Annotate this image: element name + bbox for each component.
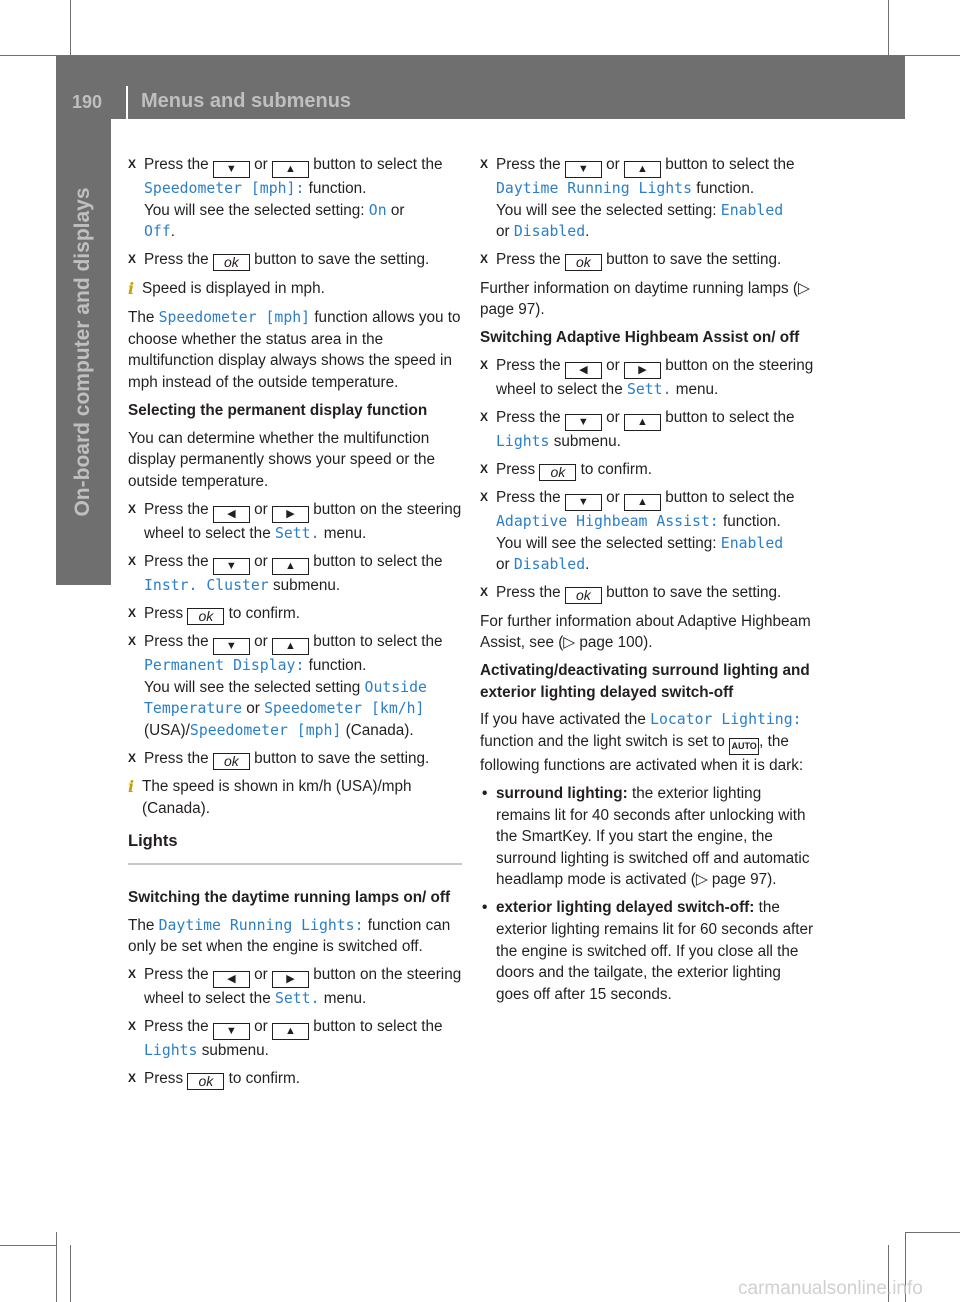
left-key-icon: ◀ bbox=[565, 362, 602, 379]
text: Press the bbox=[144, 156, 209, 173]
text: Press bbox=[144, 604, 184, 622]
text: function can only be set when the engine is switched off. bbox=[128, 916, 451, 956]
crop-mark bbox=[70, 0, 71, 56]
step bbox=[480, 487, 816, 576]
text: surround lighting: bbox=[496, 785, 628, 802]
crop-mark bbox=[0, 1245, 56, 1246]
ok-key-icon: ok bbox=[187, 1073, 224, 1090]
page-number: 190 bbox=[72, 92, 103, 112]
text: function and the light switch is set to bbox=[480, 733, 725, 751]
display-text: Adaptive Highbeam Assist: bbox=[496, 513, 719, 531]
step bbox=[480, 249, 816, 271]
step bbox=[128, 499, 462, 545]
text: or bbox=[606, 356, 620, 374]
text: menu. bbox=[675, 380, 719, 398]
text: button to select the bbox=[665, 489, 795, 507]
step bbox=[128, 1068, 462, 1090]
text: button to save the setting. bbox=[254, 251, 430, 269]
paragraph bbox=[128, 307, 462, 393]
step bbox=[480, 582, 816, 604]
subheading: Activating/deactivating surround lighting and exterior lighting delayed switch-off bbox=[480, 662, 810, 701]
bullet-icon: • bbox=[482, 785, 488, 802]
step-arrow-icon: X bbox=[128, 605, 137, 620]
text: or bbox=[390, 201, 405, 219]
up-key-icon: ▲ bbox=[624, 494, 661, 511]
text: The bbox=[128, 309, 155, 327]
text: . bbox=[585, 223, 590, 241]
step-arrow-icon: X bbox=[128, 634, 137, 649]
text: or bbox=[606, 156, 620, 173]
left-key-icon: ◀ bbox=[213, 506, 250, 523]
step-arrow-icon: X bbox=[128, 252, 137, 267]
step bbox=[128, 964, 462, 1010]
ok-key-icon: ok bbox=[539, 464, 576, 481]
step-arrow-icon: X bbox=[480, 252, 489, 267]
text: You will see the selected setting bbox=[144, 678, 361, 696]
text: Press the bbox=[144, 633, 209, 651]
auto-switch-icon: AUTO bbox=[729, 738, 759, 755]
text: menu. bbox=[323, 990, 367, 1008]
text: or bbox=[254, 633, 268, 651]
text: or bbox=[246, 700, 260, 718]
text: button to select the bbox=[665, 156, 795, 173]
display-text: Lights bbox=[496, 432, 550, 450]
text: Press the bbox=[144, 552, 209, 570]
down-key-icon: ▼ bbox=[565, 494, 602, 511]
text: submenu. bbox=[272, 576, 341, 594]
down-key-icon: ▼ bbox=[565, 414, 602, 431]
step-arrow-icon: X bbox=[128, 1019, 137, 1034]
text: submenu. bbox=[201, 1042, 269, 1060]
text: or bbox=[254, 156, 268, 173]
text: You will see the selected setting: bbox=[144, 201, 365, 219]
watermark: carmanualsonline.info bbox=[738, 1278, 923, 1299]
text: You will see the selected setting: bbox=[496, 534, 717, 552]
text: Speed is displayed in mph. bbox=[142, 279, 325, 297]
paragraph: For further information about Adaptive Highbeam Assist, see (▷ page 100). bbox=[480, 612, 811, 652]
display-text: Speedometer [mph]: bbox=[144, 180, 305, 197]
left-column bbox=[128, 154, 462, 1097]
info-icon: i bbox=[128, 777, 135, 797]
display-text: Enabled bbox=[720, 201, 784, 219]
text: button to select the bbox=[313, 1018, 443, 1036]
text: Press the bbox=[144, 749, 209, 767]
text: If you have activated the bbox=[480, 711, 646, 729]
crop-mark bbox=[905, 1232, 960, 1233]
crop-mark bbox=[0, 55, 56, 56]
display-text: Daytime Running Lights bbox=[496, 180, 692, 197]
step bbox=[480, 459, 816, 481]
bullet-item bbox=[480, 783, 816, 891]
step bbox=[128, 748, 462, 770]
paragraph: Further information on daytime running lamps (▷ page 97). bbox=[480, 279, 810, 319]
crop-mark bbox=[905, 55, 960, 56]
text: function. bbox=[722, 513, 781, 531]
subheading: Switching the daytime running lamps on/ off bbox=[128, 888, 451, 906]
down-key-icon: ▼ bbox=[213, 161, 250, 178]
text: button to select the bbox=[313, 633, 443, 651]
step bbox=[480, 407, 816, 453]
display-text: Speedometer [mph] bbox=[158, 309, 311, 327]
info-icon: i bbox=[128, 278, 135, 298]
text: the exterior lighting remains lit for 40 seconds after unlocking with the SmartKey. If you start the engine, the surround lighting is switched off and automatic headlamp mode is activated (▷ page 97). bbox=[496, 785, 810, 889]
text: The bbox=[128, 916, 155, 934]
down-key-icon: ▼ bbox=[213, 558, 250, 575]
up-key-icon: ▲ bbox=[272, 558, 309, 575]
text: exterior lighting delayed switch-off: bbox=[496, 899, 755, 917]
down-key-icon: ▼ bbox=[213, 638, 250, 655]
up-key-icon: ▲ bbox=[272, 1023, 309, 1040]
display-text: Disabled bbox=[513, 223, 586, 241]
step-arrow-icon: X bbox=[480, 461, 489, 476]
step bbox=[480, 355, 816, 401]
text: or bbox=[606, 408, 620, 426]
step bbox=[480, 154, 816, 243]
text: to confirm. bbox=[228, 604, 301, 622]
up-key-icon: ▲ bbox=[624, 161, 661, 178]
paragraph bbox=[128, 915, 462, 958]
step-arrow-icon: X bbox=[128, 967, 137, 982]
text: (Canada). bbox=[345, 721, 414, 739]
text: function allows you to choose whether the status area in the multifunction display always shows the speed in mph instead of the outside temperature. bbox=[128, 309, 461, 391]
text: or bbox=[606, 489, 620, 507]
display-text: Off bbox=[144, 223, 171, 241]
text: to confirm. bbox=[580, 460, 653, 478]
text: button to save the setting. bbox=[254, 749, 430, 767]
display-text: Sett. bbox=[274, 524, 320, 542]
step-arrow-icon: X bbox=[480, 157, 489, 171]
text: or bbox=[254, 552, 268, 570]
text: or bbox=[496, 223, 510, 241]
text: Press the bbox=[144, 1018, 209, 1036]
text: Press bbox=[144, 1070, 184, 1088]
text: You will see the selected setting: bbox=[496, 201, 717, 219]
text: button to select the bbox=[313, 552, 443, 570]
text: . bbox=[585, 556, 590, 574]
bullet-item bbox=[480, 897, 816, 1005]
subheading: Switching Adaptive Highbeam Assist on/ off bbox=[480, 329, 800, 347]
section-heading: Lights bbox=[128, 831, 462, 865]
text: button on the steering wheel to select the bbox=[144, 966, 462, 1008]
step bbox=[128, 249, 462, 271]
text: or bbox=[254, 1018, 268, 1036]
text: Press bbox=[496, 460, 536, 478]
text: Press the bbox=[144, 500, 209, 518]
text: button to save the setting. bbox=[606, 251, 782, 269]
text: Press the bbox=[496, 356, 561, 374]
text: button to select the bbox=[313, 156, 443, 173]
ok-key-icon: ok bbox=[213, 753, 250, 770]
paragraph bbox=[480, 709, 816, 776]
step-arrow-icon: X bbox=[128, 501, 137, 516]
text: Press the bbox=[496, 489, 561, 507]
display-text: Speedometer [mph] bbox=[189, 721, 342, 739]
text: menu. bbox=[323, 524, 367, 542]
step bbox=[128, 603, 462, 625]
up-key-icon: ▲ bbox=[272, 638, 309, 655]
step bbox=[128, 551, 462, 597]
step bbox=[128, 154, 462, 243]
display-text: Disabled bbox=[513, 556, 586, 574]
display-text: Outside Temperature bbox=[144, 678, 427, 718]
display-text: Daytime Running Lights: bbox=[158, 916, 364, 934]
step-arrow-icon: X bbox=[480, 409, 489, 424]
chapter-title: On-board computer and displays bbox=[71, 187, 94, 517]
text: Press the bbox=[144, 251, 209, 269]
text: the exterior lighting remains lit for 60 seconds after the engine is switched off. If you close all the doors and the tailgate, the exterior lighting goes off after 15 seconds. bbox=[496, 899, 814, 1003]
text: to confirm. bbox=[228, 1070, 301, 1088]
down-key-icon: ▼ bbox=[565, 161, 602, 178]
paragraph: You can determine whether the multifunction display permanently shows your speed or the outside temperature. bbox=[128, 429, 435, 490]
section-title: Menus and submenus bbox=[141, 90, 352, 112]
text: The speed is shown in km/h (USA)/mph (Canada). bbox=[142, 778, 412, 817]
text: . bbox=[170, 223, 175, 241]
display-text: Locator Lighting: bbox=[650, 711, 802, 729]
ok-key-icon: ok bbox=[187, 608, 224, 625]
right-key-icon: ▶ bbox=[624, 362, 661, 379]
step-arrow-icon: X bbox=[480, 490, 489, 505]
ok-key-icon: ok bbox=[213, 254, 250, 271]
bullet-icon: • bbox=[482, 899, 488, 917]
down-key-icon: ▼ bbox=[213, 1023, 250, 1040]
subheading: Selecting the permanent display function bbox=[128, 401, 428, 419]
up-key-icon: ▲ bbox=[272, 161, 309, 178]
left-key-icon: ◀ bbox=[213, 971, 250, 988]
right-column bbox=[480, 154, 816, 1012]
text: or bbox=[254, 966, 268, 984]
text: button to save the setting. bbox=[606, 584, 782, 602]
text: or bbox=[254, 500, 268, 518]
display-text: Sett. bbox=[274, 990, 320, 1008]
crop-mark bbox=[56, 1232, 57, 1302]
display-text: Enabled bbox=[720, 534, 784, 552]
right-key-icon: ▶ bbox=[272, 506, 309, 523]
info-note bbox=[128, 278, 462, 300]
step-arrow-icon: X bbox=[128, 553, 137, 568]
step bbox=[128, 631, 462, 741]
display-text: On bbox=[368, 201, 387, 219]
text: button on the steering wheel to select the bbox=[144, 500, 462, 542]
text: Press the bbox=[496, 408, 561, 426]
ok-key-icon: ok bbox=[565, 587, 602, 604]
step-arrow-icon: X bbox=[480, 357, 489, 372]
text: submenu. bbox=[553, 432, 621, 450]
text: function. bbox=[308, 180, 367, 197]
text: Press the bbox=[496, 584, 561, 602]
step bbox=[128, 1016, 462, 1062]
header-divider bbox=[126, 86, 128, 119]
display-text: Sett. bbox=[626, 380, 672, 398]
step-arrow-icon: X bbox=[128, 1071, 137, 1086]
display-text: Speedometer [km/h] bbox=[264, 700, 425, 718]
info-note bbox=[128, 776, 462, 819]
display-text: Permanent Display: bbox=[144, 657, 305, 675]
text: (USA)/ bbox=[144, 721, 190, 739]
text: , the following functions are activated when it is dark: bbox=[480, 733, 804, 775]
text: function. bbox=[696, 180, 755, 197]
step-arrow-icon: X bbox=[128, 157, 137, 171]
crop-mark bbox=[70, 1245, 71, 1302]
up-key-icon: ▲ bbox=[624, 414, 661, 431]
display-text: Lights bbox=[144, 1042, 198, 1060]
text: Press the bbox=[144, 966, 209, 984]
text: button to select the bbox=[665, 408, 795, 426]
ok-key-icon: ok bbox=[565, 254, 602, 271]
crop-mark bbox=[888, 0, 889, 56]
display-text: Instr. Cluster bbox=[144, 576, 269, 594]
step-arrow-icon: X bbox=[480, 585, 489, 600]
text: Press the bbox=[496, 251, 561, 269]
text: Press the bbox=[496, 156, 561, 173]
text: function. bbox=[308, 657, 367, 675]
step-arrow-icon: X bbox=[128, 750, 137, 765]
text: or bbox=[496, 556, 510, 574]
right-key-icon: ▶ bbox=[272, 971, 309, 988]
text: button on the steering wheel to select the bbox=[496, 356, 814, 398]
